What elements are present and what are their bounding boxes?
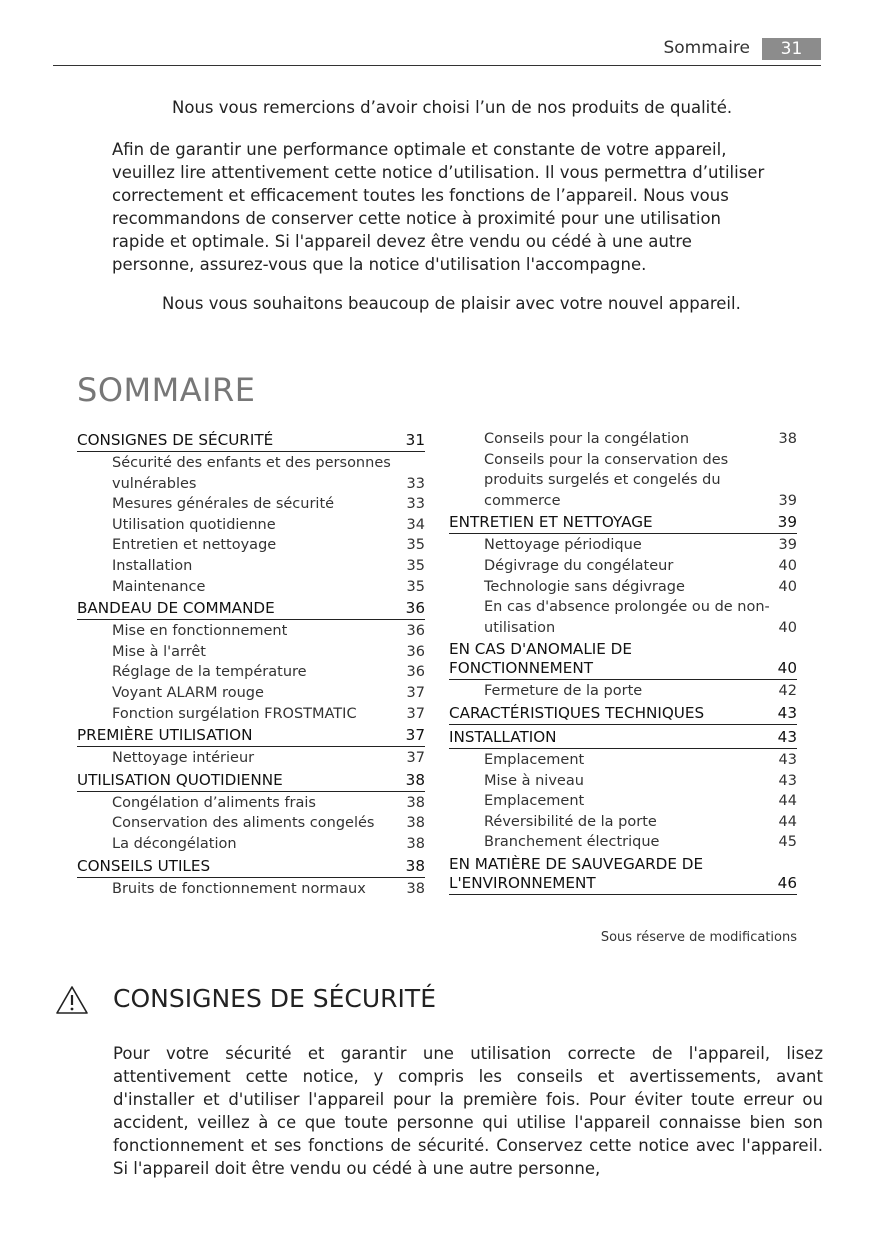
toc-page-number: 40: [777, 659, 797, 678]
toc-page-number: 38: [778, 431, 797, 447]
toc-item-row[interactable]: [77, 577, 425, 598]
toc-item-row[interactable]: [449, 681, 797, 702]
toc-item-row[interactable]: [449, 771, 797, 792]
toc-right-column: [449, 429, 797, 896]
toc-section-row[interactable]: [77, 724, 425, 747]
toc-page-number: 36: [406, 643, 425, 660]
toc-page-number: 38: [406, 794, 425, 811]
toc-page-number: 40: [778, 557, 797, 574]
toc-section-title: CONSEILS UTILES: [77, 856, 211, 875]
toc-item-title: Sécurité des enfants et des personnes vulnérables: [112, 455, 391, 492]
toc-page-number: 33: [406, 496, 425, 513]
toc-item-title: Voyant ALARM rouge: [112, 684, 264, 701]
toc-item-title: Conservation des aliments congelés: [112, 815, 375, 832]
toc-page-number: 35: [406, 578, 425, 595]
page-number: 31: [762, 38, 821, 60]
toc-page-number: 40: [778, 619, 797, 636]
toc-section-title: ENTRETIEN ET NETTOYAGE: [449, 513, 653, 532]
toc-section-row[interactable]: [449, 638, 797, 680]
toc-item-row[interactable]: [77, 834, 425, 855]
toc-item-row[interactable]: [77, 535, 425, 556]
toc-item-title: Technologie sans dégivrage: [484, 578, 685, 595]
toc-page-number: 36: [406, 664, 425, 681]
toc-page-number: 37: [406, 750, 425, 767]
toc-page-number: 39: [778, 492, 797, 509]
toc-title: SOMMAIRE: [77, 371, 256, 409]
toc-section-row[interactable]: [77, 429, 425, 452]
toc-page-number: 38: [405, 856, 425, 875]
toc-section-title: EN MATIÈRE DE SAUVEGARDE DE L'ENVIRONNEMENT: [449, 854, 704, 892]
toc-item-title: Congélation d’aliments frais: [112, 794, 316, 811]
toc-page-number: 38: [405, 770, 425, 789]
toc-page-number: 38: [406, 815, 425, 832]
toc-item-title: La décongélation: [112, 835, 237, 852]
toc-left-column: [77, 429, 425, 899]
toc-item-title: Emplacement: [484, 793, 585, 810]
toc-item-title: En cas d'absence prolongée ou de non-utilisation: [484, 599, 770, 636]
toc-item-title: Emplacement: [484, 751, 585, 768]
toc-page-number: 44: [778, 813, 797, 830]
toc-section-row[interactable]: [449, 511, 797, 534]
safety-body: Pour votre sécurité et garantir une utilisation correcte de l'appareil, lisez attentivement cette notice, y compris les conseils et avertissements, avant d'installer et d'utiliser l'appareil pour la première fois. Pour éviter toute erreur ou accident, veillez à ce que toute personne qui utilise l'appareil connaisse bien son fonctionnement et ses fonctions de sécurité. Conservez cette notice avec l'appareil. Si l'appareil doit être vendu ou cédé à une autre personne,: [113, 1044, 823, 1178]
intro-body: Afin de garantir une performance optimale et constante de votre appareil, veuillez lire attentivement cette notice d’utilisation. Il vous permettra d’utiliser correctement et efficacement toutes les fonctions de l’appareil. Nous vous recommandons de conserver cette notice à proximité pour une utilisation rapide et optimale. Si l'appareil devez être vendu ou cédé à une autre personne, assurez-vous que la notice d'utilisation l'accompagne.: [112, 140, 765, 274]
toc-section-row[interactable]: [77, 855, 425, 878]
header-label: Sommaire: [663, 38, 750, 58]
toc-item-title: Mise à l'arrêt: [112, 643, 206, 660]
toc-item-row[interactable]: [77, 748, 425, 769]
intro-closing: Nous vous souhaitons beaucoup de plaisir avec votre nouvel appareil.: [162, 294, 741, 313]
toc-item-row[interactable]: [449, 832, 797, 853]
toc-item-title: Nettoyage périodique: [484, 537, 642, 554]
toc-section-row[interactable]: [77, 769, 425, 792]
toc-page-number: 43: [778, 751, 797, 768]
toc-item-title: Mesures générales de sécurité: [112, 496, 335, 513]
toc-item-row[interactable]: [77, 515, 425, 536]
toc-item-title: Bruits de fonctionnement normaux: [112, 880, 366, 897]
toc-page-number: 37: [406, 705, 425, 722]
toc-item-row[interactable]: [77, 704, 425, 725]
toc-page-number: 33: [406, 475, 425, 492]
toc-item-title: Nettoyage intérieur: [112, 750, 255, 767]
toc-section-title: EN CAS D'ANOMALIE DE FONCTIONNEMENT: [449, 640, 632, 678]
toc-page-number: 42: [778, 683, 797, 700]
toc-item-title: Entretien et nettoyage: [112, 537, 277, 554]
toc-section-title: UTILISATION QUOTIDIENNE: [77, 770, 283, 789]
toc-item-row[interactable]: [77, 879, 425, 900]
toc-page-number: 40: [778, 578, 797, 595]
toc-item-row[interactable]: [77, 556, 425, 577]
modifications-note: Sous réserve de modifications: [600, 930, 797, 945]
toc-item-row[interactable]: [77, 793, 425, 814]
toc-item-title: Réversibilité de la porte: [484, 813, 657, 830]
toc-page-number: 38: [406, 835, 425, 852]
toc-item-title: Dégivrage du congélateur: [484, 557, 674, 574]
toc-item-row[interactable]: [449, 535, 797, 556]
toc-item-row[interactable]: [449, 556, 797, 577]
intro-thanks: Nous vous remercions d’avoir choisi l’un de nos produits de qualité.: [172, 98, 733, 117]
toc-item-title: Installation: [112, 557, 193, 574]
toc-item-row[interactable]: [77, 683, 425, 704]
toc-section-row[interactable]: [449, 702, 797, 725]
toc-section-row[interactable]: [449, 726, 797, 749]
toc-item-title: Fermeture de la porte: [484, 683, 643, 700]
toc-item-row[interactable]: [77, 494, 425, 515]
toc-page-number: 31: [405, 431, 425, 449]
toc-page-number: 43: [778, 772, 797, 789]
toc-page-number: 35: [406, 537, 425, 554]
toc-item-title: Fonction surgélation FROSTMATIC: [112, 705, 357, 722]
toc-item-title: Mise à niveau: [484, 772, 584, 789]
toc-item-row[interactable]: [77, 813, 425, 834]
toc-item-title: Mise en fonctionnement: [112, 623, 288, 640]
toc-page-number: 39: [778, 537, 797, 554]
toc-item-title: Branchement électrique: [484, 834, 660, 851]
toc-item-row[interactable]: [77, 621, 425, 642]
toc-item-row[interactable]: [449, 429, 797, 450]
toc-page-number: 38: [406, 880, 425, 897]
toc-item-row[interactable]: [77, 662, 425, 683]
toc-section-title: CONSIGNES DE SÉCURITÉ: [77, 431, 274, 449]
toc-item-row[interactable]: [449, 750, 797, 771]
page-header: [53, 36, 821, 66]
toc-section-title: INSTALLATION: [449, 727, 557, 746]
toc-item-title: Conseils pour la conservation des produits surgelés et congelés du commerce: [484, 451, 729, 509]
toc-item-title: Maintenance: [112, 578, 206, 595]
toc-item-title: Utilisation quotidienne: [112, 516, 276, 533]
toc-page-number: 43: [777, 727, 797, 746]
toc-page-number: 43: [777, 703, 797, 722]
warning-icon: [55, 985, 89, 1015]
toc-page-number: 37: [405, 726, 425, 745]
toc-item-row[interactable]: [77, 642, 425, 663]
toc-item-title: Conseils pour la congélation: [484, 431, 690, 447]
toc-item-row[interactable]: [449, 791, 797, 812]
toc-section-row[interactable]: [449, 853, 797, 895]
toc-page-number: 34: [406, 516, 425, 533]
toc-item-row[interactable]: [449, 812, 797, 833]
toc-section-row[interactable]: [77, 597, 425, 620]
toc-section-title: BANDEAU DE COMMANDE: [77, 599, 275, 618]
toc-page-number: 36: [406, 623, 425, 640]
toc-item-row[interactable]: [449, 450, 797, 512]
toc-page-number: 37: [406, 684, 425, 701]
toc-section-title: PREMIÈRE UTILISATION: [77, 726, 253, 745]
toc-item-row[interactable]: [449, 577, 797, 598]
toc-page-number: 39: [777, 513, 797, 532]
toc-page-number: 44: [778, 793, 797, 810]
toc-item-title: Réglage de la température: [112, 664, 307, 681]
safety-title: CONSIGNES DE SÉCURITÉ: [113, 984, 436, 1013]
toc-item-row[interactable]: [77, 453, 425, 494]
toc-page-number: 46: [777, 873, 797, 892]
toc-page-number: 36: [405, 599, 425, 618]
toc-page-number: 35: [406, 557, 425, 574]
toc-section-title: CARACTÉRISTIQUES TECHNIQUES: [449, 703, 705, 722]
toc-item-row[interactable]: [449, 597, 797, 638]
toc-page-number: 45: [778, 834, 797, 851]
